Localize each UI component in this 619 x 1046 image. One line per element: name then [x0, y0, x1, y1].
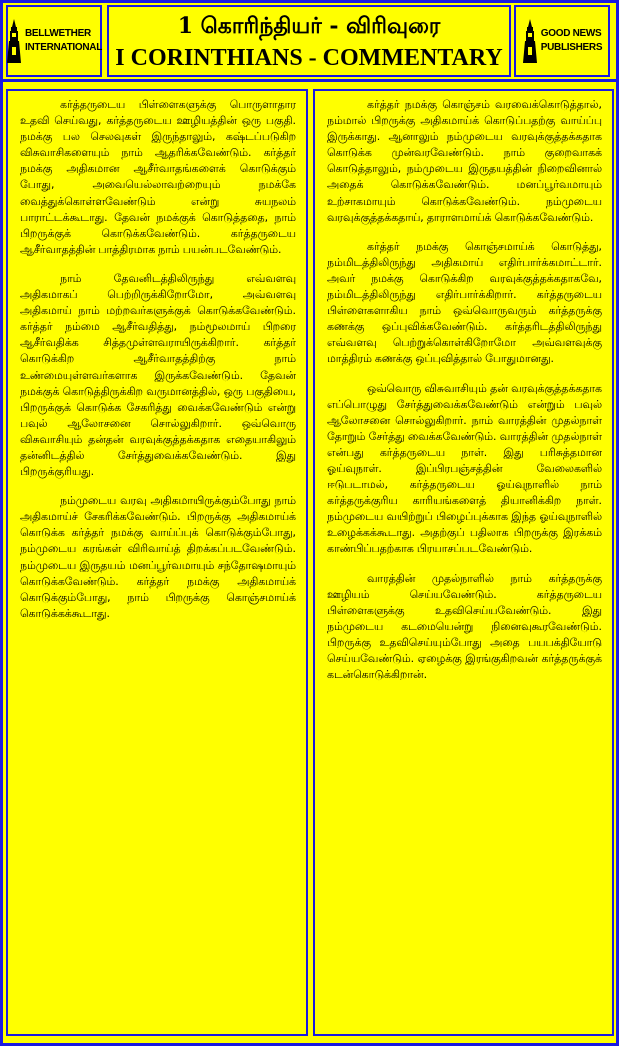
- paragraph: ஒவ்வொரு விசுவாசியும் தன் வரவுக்குத்தக்கதாக எப்பொழுது சேர்த்துவைக்கவேண்டும் என்றும் பவுல் ஆலோசனை சொல்லுகிறார். நாம் வாரத்தின் முதல்நாள் தோறும் சேர்த்து வைக்கவேண்டும். வாரத்தின் முதல்நாள் என்பது கர்த்தருடைய நாள். இது பரிசுத்தமான ஓய்வுநாள். இப்பிரபஞ்சத்தின் வேலைகளில் ஈடுபடாமல், கர்த்தருடைய ஓய்வுநாளில் நாம் கர்த்தருக்குரிய காரியங்களைத் தியானிக்கிற நாள். நம்முடைய வயிற்றுப் பிழைப்புக்காக இந்த ஓய்வுநாளில் உழைக்கக்கூடாது. அதற்குப் பதிலாக பிறருக்கு இரக்கம் காண்பிப்பதற்காக பிரயாசப்படவேண்டும்.: [327, 381, 602, 556]
- paragraph: கர்த்தர் நமக்கு கொஞ்சமாய்க் கொடுத்து, நம்மிடத்திலிருந்து அதிகமாய் எதிர்பார்க்கமாட்டார். அவர் நமக்கு கொடுக்கிற வரவுக்குத்தக்கதாகவே, நம்மிடத்திலிருந்து எதிர்பார்க்கிறார். கர்த்தருடைய பிள்ளைகளாகிய நாம் ஒவ்வொருவரும் கர்த்தருக்கு கணக்கு ஒப்புவிக்கவேண்டும். கர்த்தரிடத்திலிருந்து எவ்வளவு பெற்றுக்கொள்கிறோமோ அவ்வளவுக்கு மாத்திரம் கணக்கு ஒப்புவித்தால் போதுமானது.: [327, 239, 602, 366]
- bellwether-tower-icon: [6, 19, 22, 63]
- header: [3, 3, 616, 81]
- title-box: [107, 5, 511, 77]
- good-news-logo: [514, 5, 610, 77]
- right-column: [313, 89, 614, 1036]
- right-logo-line1: GOOD NEWS: [540, 28, 602, 39]
- header-divider: [0, 79, 619, 82]
- left-column: [6, 89, 308, 1036]
- left-logo-line1: BELLWETHER: [24, 28, 91, 39]
- paragraph: நம்முடைய வரவு அதிகமாயிருக்கும்போது நாம் அதிகமாய்ச் சேகரிக்கவேண்டும். பிறருக்கு அதிகமாய்க் கொடுக்க கர்த்தர் நமக்கு வாய்ப்புக் கொடுக்கும்போது, நம்முடைய கரங்கள் விரிவாய்த் திறக்கப்படவேண்டும். நம்முடைய இருதயம் மனப்பூர்வமாயும் சந்தோஷமாயும் கொடுக்கவேண்டும். கர்த்தர் நமக்கு அதிகமாய்க் கொடுக்கும்போது, நாம் பிறருக்கு கொஞ்சமாய்க் கொடுக்கக்கூடாது.: [20, 494, 296, 620]
- paragraph: நாம் தேவனிடத்திலிருந்து எவ்வளவு அதிகமாகப் பெற்றிருக்கிறோமோ, அவ்வளவு அதிகமாய் நாம் மற்றவர்களுக்குக் கொடுக்கவேண்டும். கர்த்தர் நம்மை ஆசீர்வதித்து, நம்மூலமாய் பிறரை ஆசீர்வதிக்க சித்தமுள்ளவராயிருக்கிறார். கர்த்தர் கொடுக்கிற ஆசீர்வாதத்திற்கு நாம் உண்மையுள்ளவர்களாக இருக்கவேண்டும். தேவன் நமக்குக் கொடுத்திருக்கிற வருமானத்தில், ஒரு பகுதியை, பிறருக்குக் கொடுக்க சேகரித்து வைக்கவேண்டும் என்று பவுல் ஆலோசனை சொல்லுகிறார். ஒவ்வொரு விசுவாசியும் தன்தன் வரவுக்குத்தக்கதாக எதையாகிலும் தன்னிடத்தில் சேர்த்துவைக்கவேண்டும். இது பிறருக்குரியது.: [20, 271, 296, 479]
- paragraph: கர்த்தர் நமக்கு கொஞ்சம் வரவைக்கொடுத்தால், நம்மால் பிறருக்கு அதிகமாய்க் கொடுப்பதற்கு வாய்ப்பு இருக்காது. ஆனாலும் நம்முடைய வரவுக்குத்தக்கதாக கொடுக்க முன்வரவேண்டும். நாம் குறைவாகக் கொடுத்தாலும், நம்முடைய இருதயத்தின் நிறைவினால் அதைக் கொடுக்கவேண்டும். மனப்பூர்வமாயும் உற்சாகமாயும் கொடுக்கவேண்டும். நம்முடைய வரவுக்குத்தக்கதாய், தாராளமாய்க் கொடுக்கவேண்டும்.: [327, 98, 602, 224]
- paragraph: கர்த்தருடைய பிள்ளைகளுக்கு பொருளாதார உதவி செய்வது, கர்த்தருடைய ஊழியத்தின் ஒரு பகுதி. நமக்கு பல செலவுகள் இருந்தாலும், கஷ்டப்படுகிற விசுவாசிகளையும் நாம் ஆதரிக்கவேண்டும். கர்த்தர் நமக்கு அதிகமான ஆசீர்வாதங்களைக் கொடுக்கும் போது, அவையெல்லாவற்றையும் நமக்கே வைத்துக்கொள்ளவேண்டும் என்று சுயநலம் பாராட்டக்கூடாது. தேவன் நமக்குக் கொடுத்ததை, நாம் பிறருக்குக் கொடுக்கவேண்டும். கர்த்தருடைய ஆசீர்வாதத்தின் பாத்திரமாக நாம் பயன்படவேண்டும்.: [20, 98, 296, 256]
- left-logo-line2: INTERNATIONAL: [24, 42, 103, 53]
- page-title-tamil: 1 கொரிந்தியர் - விரிவுரை: [177, 13, 441, 39]
- paragraph: வாரத்தின் முதல்நாளில் நாம் கர்த்தருக்கு ஊழியம் செய்யவேண்டும். கர்த்தருடைய பிள்ளைகளுக்கு உதவிசெய்யவேண்டும். இது நம்முடைய கடமையென்று நினைவுகூரவேண்டும். பிறருக்கு உதவிசெய்யும்போது அதை பயபக்தியோடு செய்யவேண்டும். ஏழைக்கு இரங்குகிறவன் கர்த்தருக்குக் கடன்கொடுக்கிறான்.: [327, 571, 602, 682]
- bellwether-logo: [6, 5, 102, 77]
- page-title-english: I CORINTHIANS - COMMENTARY: [115, 45, 503, 71]
- good-news-tower-icon: [522, 19, 538, 63]
- right-logo-line2: PUBLISHERS: [540, 42, 603, 53]
